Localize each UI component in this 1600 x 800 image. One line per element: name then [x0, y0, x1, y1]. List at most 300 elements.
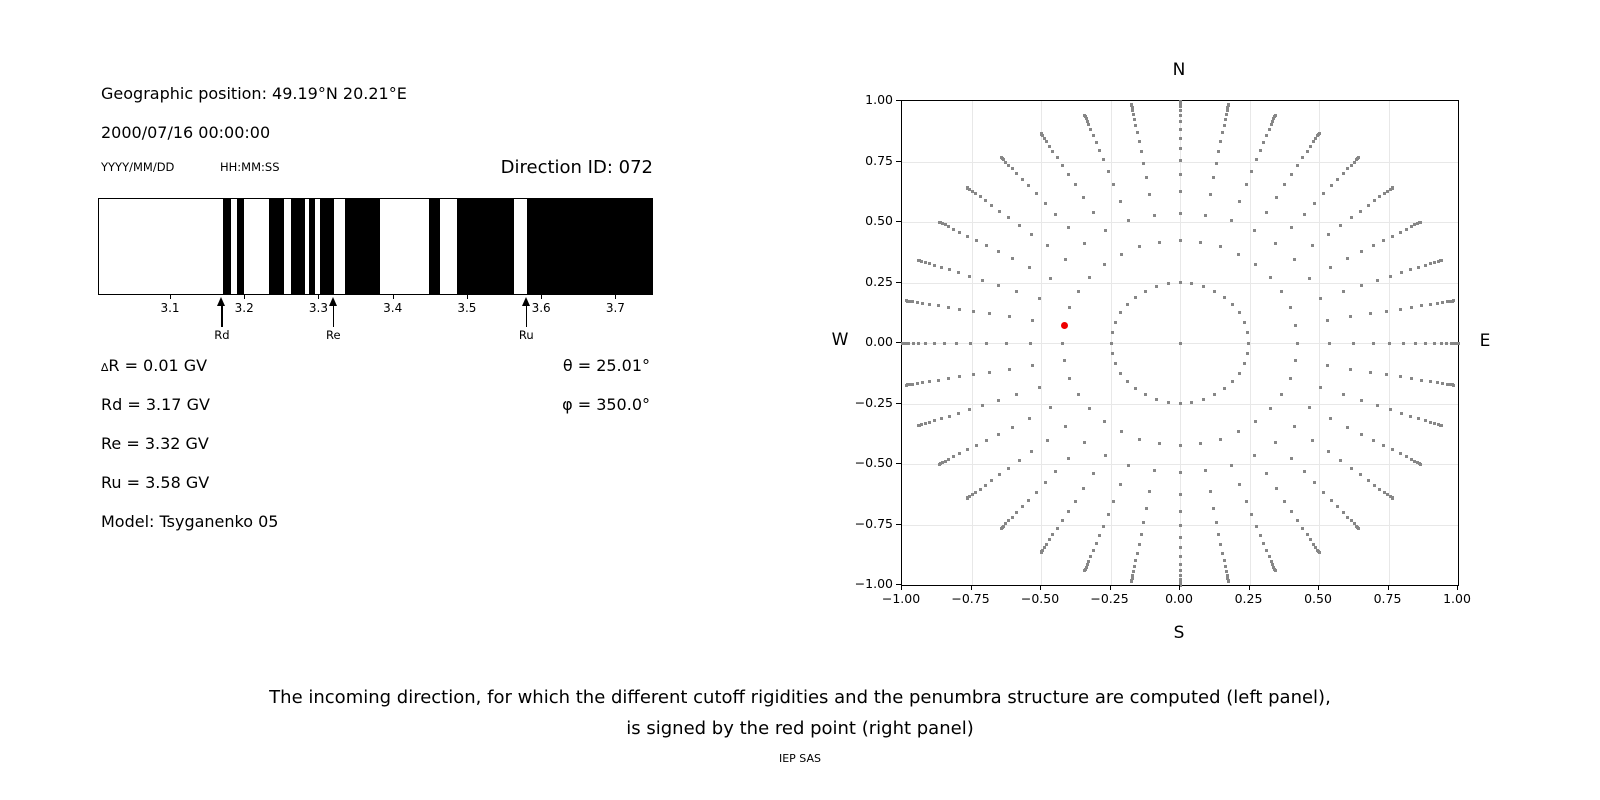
grid-dot [1179, 563, 1182, 566]
x-tick-mark [615, 295, 616, 299]
grid-dot [1063, 359, 1066, 362]
grid-dot [974, 491, 977, 494]
y-tick-label: 0.25 [865, 273, 893, 289]
grid-dot [1440, 424, 1443, 427]
grid-dot [1399, 308, 1402, 311]
grid-dot [1213, 290, 1216, 293]
grid-dot [1410, 225, 1413, 228]
grid-dot [1179, 524, 1182, 527]
y-tick-mark [896, 463, 901, 464]
grid-dot [1213, 393, 1216, 396]
grid-dot [1373, 484, 1376, 487]
grid-dot [1265, 472, 1268, 475]
theta-value: θ = 25.01° [562, 356, 650, 375]
grid-dot [1031, 364, 1034, 367]
y-tick-label: 0.75 [865, 152, 893, 168]
grid-dot [940, 417, 943, 420]
grid-dot [1223, 387, 1226, 390]
grid-dot [1359, 210, 1362, 213]
grid-dot [1007, 519, 1010, 522]
grid-dot [1372, 244, 1375, 247]
grid-dot [928, 421, 931, 424]
grid-dot [1389, 275, 1392, 278]
grid-dot [1209, 490, 1212, 493]
delta-symbol: ∆ [101, 361, 109, 374]
grid-dot [1402, 342, 1405, 345]
grid-dot [1134, 124, 1137, 127]
grid-dot [933, 342, 936, 345]
grid-dot [1179, 546, 1182, 549]
grid-dot [1357, 156, 1360, 159]
grid-dot [1217, 533, 1220, 536]
grid-dot [1436, 381, 1439, 384]
grid-dot [1227, 580, 1230, 583]
x-tick-mark [393, 295, 394, 299]
grid-dot [948, 268, 951, 271]
rd-marker-label: Rd [214, 328, 230, 342]
grid-dot [1067, 226, 1070, 229]
y-tick-mark [896, 221, 901, 222]
grid-dot [1202, 398, 1205, 401]
x-tick-mark [244, 295, 245, 299]
grid-dot [981, 404, 984, 407]
grid-dot [1086, 120, 1089, 123]
re-marker [325, 297, 341, 353]
grid-dot [1271, 120, 1274, 123]
grid-dot [1382, 239, 1385, 242]
grid-dot [1336, 178, 1339, 181]
grid-dot [1138, 543, 1141, 546]
grid-dot [1346, 167, 1349, 170]
grid-dot [1064, 425, 1067, 428]
grid-dot [1360, 433, 1363, 436]
grid-dot [1044, 481, 1047, 484]
grid-dot [1048, 145, 1051, 148]
grid-dot [1107, 170, 1110, 173]
grid-dot [917, 342, 920, 345]
grid-dot [1245, 183, 1248, 186]
y-tick-mark [896, 524, 901, 525]
grid-dot [1409, 268, 1412, 271]
grid-dot [1190, 282, 1193, 285]
penumbra-bar [457, 199, 514, 294]
y-tick-label: 0.00 [865, 334, 893, 349]
grid-dot [947, 458, 950, 461]
grid-dot [1385, 310, 1388, 313]
grid-dot [1190, 401, 1193, 404]
grid-dot [968, 275, 971, 278]
grid-dot [940, 266, 943, 269]
grid-dot [1212, 507, 1215, 510]
grid-dot [1247, 342, 1250, 345]
x-tick-label: 3.6 [531, 301, 551, 315]
grid-dot [937, 379, 940, 382]
x-tick-label: 3.1 [160, 301, 180, 315]
grid-dot [1223, 296, 1226, 299]
grid-dot [1289, 377, 1292, 380]
x-tick-mark [1249, 585, 1250, 590]
grid-dot [1391, 235, 1394, 238]
grid-dot [937, 304, 940, 307]
grid-dot [1420, 379, 1423, 382]
grid-dot [947, 306, 950, 309]
grid-dot [1007, 164, 1010, 167]
grid-dot [1179, 105, 1182, 108]
grid-dot [938, 221, 941, 224]
compass-west-label: W [831, 330, 849, 350]
grid-dot [1018, 224, 1021, 227]
grid-dot [1441, 382, 1444, 385]
grid-dot [1111, 331, 1114, 334]
grid-dot [1219, 543, 1222, 546]
grid-dot [1253, 229, 1256, 232]
rd-marker [214, 297, 230, 353]
grid-dot [1138, 438, 1141, 441]
grid-dot [1259, 149, 1262, 152]
grid-dot [1433, 342, 1436, 345]
grid-dot [1074, 500, 1077, 503]
x-tick-mark [467, 295, 468, 299]
grid-dot [944, 460, 947, 463]
grid-dot [990, 204, 993, 207]
caption-line-1: The incoming direction, for which the different cutoff rigidities and the penumbra structure are computed (left panel), [269, 687, 1331, 708]
grid-dot [1440, 259, 1443, 262]
grid-dot [1274, 242, 1277, 245]
grid-dot [905, 299, 908, 302]
re-value: Re = 3.32 GV [101, 434, 209, 453]
grid-dot [1429, 421, 1432, 424]
grid-dot [1253, 454, 1256, 457]
grid-dot [1352, 342, 1355, 345]
grid-dot [1144, 290, 1147, 293]
grid-dot [972, 310, 975, 313]
grid-dot [1391, 448, 1394, 451]
grid-dot [1038, 297, 1041, 300]
x-tick-mark [541, 295, 542, 299]
grid-dot [1280, 393, 1283, 396]
grid-dot [1082, 196, 1085, 199]
grid-dot [1283, 183, 1286, 186]
grid-dot [1114, 362, 1117, 365]
grid-dot [1028, 417, 1031, 420]
grid-dot [1219, 245, 1222, 248]
grid-dot [1219, 438, 1222, 441]
grid-dot [1044, 202, 1047, 205]
grid-dot [1289, 306, 1292, 309]
grid-dot [1221, 552, 1224, 555]
x-tick-label: 3.5 [457, 301, 477, 315]
grid-dot [1293, 425, 1296, 428]
grid-dot [1308, 277, 1311, 280]
grid-dot [1238, 200, 1241, 203]
grid-dot [1064, 258, 1067, 261]
grid-dot [911, 300, 914, 303]
grid-dot [1092, 211, 1095, 214]
grid-dot [988, 371, 991, 374]
grid-dot [1417, 417, 1420, 420]
horizontal-gridline [902, 464, 1458, 465]
grid-dot [1372, 439, 1375, 442]
grid-dot [1457, 342, 1460, 345]
grid-dot [1087, 123, 1090, 126]
grid-dot [1225, 570, 1228, 573]
grid-dot [1088, 407, 1091, 410]
x-tick-mark [971, 585, 972, 590]
grid-dot [1018, 459, 1021, 462]
grid-dot [1179, 493, 1182, 496]
grid-dot [1306, 150, 1309, 153]
grid-dot [1015, 511, 1018, 514]
direction-id-label: Direction ID: 072 [500, 157, 653, 178]
grid-dot [979, 488, 982, 491]
compass-east-label: E [1479, 331, 1491, 351]
grid-dot [1429, 303, 1432, 306]
grid-dot [1350, 467, 1353, 470]
grid-dot [1153, 214, 1156, 217]
grid-dot [947, 377, 950, 380]
grid-dot [1319, 386, 1322, 389]
y-tick-mark [896, 403, 901, 404]
y-tick-label: −0.25 [854, 394, 893, 410]
grid-dot [1087, 560, 1090, 563]
grid-dot [985, 342, 988, 345]
x-tick-label: 0.25 [1234, 591, 1263, 606]
grid-dot [1127, 219, 1130, 222]
up-arrow-stem [221, 304, 223, 327]
grid-dot [1318, 551, 1321, 554]
x-tick-label: 3.2 [234, 301, 254, 315]
grid-dot [1268, 128, 1271, 131]
x-tick-label: 3.4 [383, 301, 403, 315]
grid-dot [1369, 371, 1372, 374]
x-tick-mark [1110, 585, 1111, 590]
grid-dot [1035, 192, 1038, 195]
grid-dot [1391, 186, 1394, 189]
grid-dot [1268, 555, 1271, 558]
grid-dot [1015, 393, 1018, 396]
grid-dot [1326, 319, 1329, 322]
grid-dot [1179, 128, 1182, 131]
grid-dot [1360, 399, 1363, 402]
grid-dot [1400, 271, 1403, 274]
grid-dot [916, 382, 919, 385]
grid-dot [968, 408, 971, 411]
grid-dot [1107, 513, 1110, 516]
grid-dot [1227, 103, 1230, 106]
grid-dot [933, 419, 936, 422]
grid-dot [1265, 549, 1268, 552]
grid-dot [1440, 342, 1443, 345]
grid-dot [1350, 216, 1353, 219]
grid-dot [1051, 150, 1054, 153]
grid-dot [1136, 131, 1139, 134]
up-arrow-stem [333, 304, 335, 327]
grid-dot [1350, 164, 1353, 167]
grid-dot [1067, 510, 1070, 513]
grid-dot [1230, 464, 1233, 467]
grid-dot [1290, 173, 1293, 176]
grid-dot [1179, 574, 1182, 577]
grid-dot [1410, 306, 1413, 309]
grid-dot [1131, 109, 1134, 112]
compass-north-label: N [1172, 60, 1186, 80]
grid-dot [948, 415, 951, 418]
grid-dot [943, 342, 946, 345]
grid-dot [1179, 402, 1182, 405]
grid-dot [1309, 145, 1312, 148]
grid-dot [1378, 195, 1381, 198]
grid-dot [1007, 216, 1010, 219]
x-tick-label: −1.00 [881, 591, 921, 606]
grid-dot [1330, 499, 1333, 502]
grid-dot [916, 301, 919, 304]
grid-dot [1005, 342, 1008, 345]
grid-dot [1098, 534, 1101, 537]
grid-dot [975, 444, 978, 447]
x-tick-label: −0.25 [1090, 591, 1129, 606]
grid-dot [1265, 134, 1268, 137]
grid-dot [1102, 158, 1105, 161]
grid-dot [1098, 149, 1101, 152]
datetime-text: 2000/07/16 00:00:00 [101, 123, 271, 142]
grid-dot [1167, 401, 1170, 404]
grid-dot [1083, 441, 1086, 444]
grid-dot [1217, 150, 1220, 153]
grid-dot [1221, 131, 1224, 134]
x-tick-mark [170, 295, 171, 299]
grid-dot [1336, 505, 1339, 508]
grid-dot [990, 479, 993, 482]
compass-south-label: S [1173, 623, 1185, 643]
grid-dot [1349, 368, 1352, 371]
grid-dot [1179, 281, 1182, 284]
grid-dot [933, 264, 936, 267]
grid-dot [1409, 415, 1412, 418]
grid-dot [1360, 250, 1363, 253]
penumbra-bar [527, 199, 652, 294]
grid-dot [1110, 342, 1113, 345]
grid-dot [1126, 303, 1129, 306]
grid-dot [1134, 387, 1137, 390]
grid-dot [1346, 426, 1349, 429]
grid-dot [1424, 419, 1427, 422]
grid-dot [917, 424, 920, 427]
grid-dot [1199, 442, 1202, 445]
grid-dot [1417, 266, 1420, 269]
y-tick-label: 1.00 [865, 92, 893, 107]
grid-dot [1056, 527, 1059, 530]
grid-dot [955, 342, 958, 345]
grid-dot [1179, 137, 1182, 140]
grid-dot [1243, 321, 1246, 324]
grid-dot [1319, 297, 1322, 300]
credit-label: IEP SAS [778, 752, 822, 765]
grid-dot [1322, 192, 1325, 195]
grid-dot [905, 384, 908, 387]
grid-dot [1061, 342, 1064, 345]
grid-dot [1254, 420, 1257, 423]
grid-dot [1231, 380, 1234, 383]
grid-dot [1046, 439, 1049, 442]
grid-dot [1359, 473, 1362, 476]
grid-dot [997, 433, 1000, 436]
grid-dot [1095, 542, 1098, 545]
grid-dot [1056, 156, 1059, 159]
grid-dot [972, 373, 975, 376]
grid-dot [1219, 140, 1222, 143]
grid-dot [1339, 459, 1342, 462]
grid-dot [1095, 141, 1098, 144]
grid-dot [1083, 569, 1086, 572]
grid-dot [1265, 211, 1268, 214]
grid-dot [1068, 377, 1071, 380]
grid-dot [1223, 124, 1226, 127]
grid-dot [1083, 114, 1086, 117]
grid-dot [1119, 372, 1122, 375]
grid-dot [1259, 534, 1262, 537]
grid-dot [1179, 471, 1182, 474]
grid-dot [1342, 290, 1345, 293]
y-tick-label: −1.00 [854, 576, 893, 591]
grid-dot [1092, 549, 1095, 552]
grid-dot [1367, 479, 1370, 482]
grid-dot [958, 452, 961, 455]
grid-dot [1000, 156, 1003, 159]
grid-dot [1322, 491, 1325, 494]
grid-dot [1400, 412, 1403, 415]
penumbra-bar [237, 199, 244, 294]
grid-dot [1140, 533, 1143, 536]
grid-dot [912, 342, 915, 345]
grid-dot [1112, 183, 1115, 186]
grid-dot [1399, 452, 1402, 455]
grid-dot [924, 261, 927, 264]
up-arrow-stem [526, 304, 528, 327]
x-tick-mark [1318, 585, 1319, 590]
grid-dot [985, 244, 988, 247]
grid-dot [1290, 226, 1293, 229]
grid-dot [1000, 527, 1003, 530]
grid-dot [1145, 507, 1148, 510]
grid-dot [1372, 342, 1375, 345]
grid-dot [998, 473, 1001, 476]
grid-dot [1410, 458, 1413, 461]
x-tick-mark [1457, 585, 1458, 590]
y-tick-mark [896, 342, 901, 343]
grid-dot [1296, 342, 1299, 345]
y-tick-mark [896, 282, 901, 283]
grid-dot [1237, 430, 1240, 433]
grid-dot [1167, 282, 1170, 285]
grid-dot [1238, 311, 1241, 314]
grid-dot [1301, 527, 1304, 530]
x-tick-label: 0.00 [1165, 591, 1193, 606]
grid-dot [988, 312, 991, 315]
penumbra-bar [291, 199, 305, 294]
grid-dot [1138, 140, 1141, 143]
grid-dot [1011, 516, 1014, 519]
grid-dot [966, 497, 969, 500]
x-tick-label: 1.00 [1443, 591, 1471, 606]
grid-dot [958, 231, 961, 234]
grid-dot [1388, 342, 1391, 345]
grid-dot [1215, 521, 1218, 524]
grid-dot [1224, 565, 1227, 568]
grid-dot [1126, 380, 1129, 383]
grid-dot [1452, 384, 1455, 387]
grid-dot [1246, 352, 1249, 355]
grid-dot [975, 239, 978, 242]
